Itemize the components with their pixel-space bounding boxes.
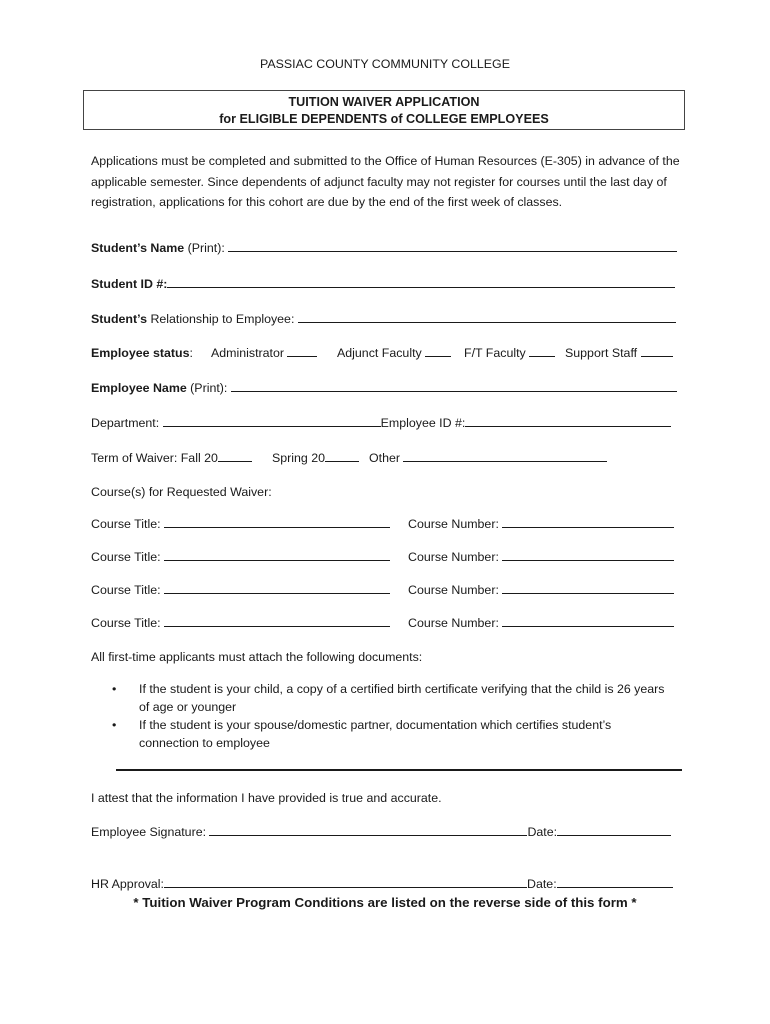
student-id-field[interactable]: [167, 277, 675, 288]
employee-signature-field[interactable]: [209, 825, 527, 836]
course-title-row: [91, 550, 390, 564]
status-support-staff-label: Support Staff: [565, 346, 638, 360]
intro-paragraph: Applications must be completed and submitted to the Office of Human Resources (E-305) in advance of the applicable semester. Since dependents of adjunct faculty may not register for courses until the last day of registration, applications for this cohort are due by the end of the first week of classes.: [91, 154, 680, 209]
term-spring: [272, 451, 359, 465]
course-title-field[interactable]: [164, 517, 390, 528]
course-number-label: Course Number:: [408, 583, 503, 597]
footer-note: * Tuition Waiver Program Conditions are listed on the reverse side of this form *: [133, 895, 637, 910]
course-title-row: [91, 616, 390, 630]
term-other-label: Other: [369, 451, 404, 465]
employee-id-field[interactable]: [465, 416, 671, 427]
term-spring-field[interactable]: [325, 451, 359, 462]
student-id-label: Student ID #:: [91, 277, 168, 291]
status-option-support-staff: [565, 346, 673, 360]
term-fall-label: Term of Waiver: Fall 20: [91, 451, 218, 465]
course-title-row: [91, 583, 390, 597]
term-fall-field[interactable]: [218, 451, 252, 462]
status-adjunct-check[interactable]: [425, 346, 451, 357]
term-other-field[interactable]: [403, 451, 607, 462]
term-spring-label: Spring 20: [272, 451, 326, 465]
course-title-row: [91, 517, 390, 531]
student-name-label-bold: Student’s Name: [91, 241, 185, 255]
list-item: [112, 717, 672, 752]
relationship-field[interactable]: [298, 312, 676, 323]
signature-date-field[interactable]: [557, 825, 671, 836]
term-other: [369, 451, 607, 465]
status-option-adjunct: [337, 346, 451, 360]
bullet-icon: •: [112, 718, 117, 732]
relationship-label-bold: Student’s: [91, 312, 147, 326]
course-title-field[interactable]: [164, 550, 390, 561]
college-name: PASSIAC COUNTY COMMUNITY COLLEGE: [260, 57, 510, 71]
bullet-icon: •: [112, 682, 117, 696]
course-title-field[interactable]: [164, 583, 390, 594]
department-row: [91, 416, 671, 430]
course-number-row: [408, 616, 674, 630]
course-number-field[interactable]: [502, 517, 674, 528]
status-support-staff-check[interactable]: [641, 346, 673, 357]
student-name-label: (Print):: [184, 241, 229, 255]
section-divider: [116, 769, 682, 771]
status-administrator-label: Administrator: [211, 346, 284, 360]
hr-approval-field[interactable]: [164, 877, 527, 888]
student-name-field[interactable]: [228, 241, 677, 252]
employee-name-label-bold: Employee Name: [91, 381, 187, 395]
hr-date-label: Date:: [527, 877, 557, 891]
employee-name-row: [91, 381, 677, 395]
course-number-label: Course Number:: [408, 517, 503, 531]
course-number-row: [408, 583, 674, 597]
status-administrator-check[interactable]: [287, 346, 317, 357]
course-number-label: Course Number:: [408, 616, 503, 630]
hr-approval-label: HR Approval:: [91, 877, 165, 891]
employee-status-colon: :: [189, 346, 193, 360]
employee-name-label: (Print):: [186, 381, 231, 395]
attachments-list: [112, 681, 672, 753]
student-id-row: [91, 277, 675, 291]
status-ft-faculty-label: F/T Faculty: [464, 346, 526, 360]
hr-approval-row: [91, 877, 673, 891]
form-title: TUITION WAIVER APPLICATION: [288, 95, 480, 109]
courses-label: Course(s) for Requested Waiver:: [91, 485, 272, 499]
status-option-administrator: [211, 346, 317, 360]
course-number-field[interactable]: [502, 550, 674, 561]
form-title-box: [83, 90, 685, 130]
attestation: I attest that the information I have provided is true and accurate.: [91, 791, 442, 805]
course-number-row: [408, 517, 674, 531]
attachments-intro: All first-time applicants must attach the following documents:: [91, 650, 423, 664]
status-adjunct-label: Adjunct Faculty: [337, 346, 422, 360]
course-title-label: Course Title:: [91, 583, 164, 597]
relationship-row: [91, 312, 676, 326]
course-title-label: Course Title:: [91, 517, 164, 531]
attachment-spouse: If the student is your spouse/domestic partner, documentation which certifies student’s connection to employee: [139, 718, 612, 750]
employee-signature-row: [91, 825, 671, 839]
hr-date-field[interactable]: [557, 877, 673, 888]
signature-date-label: Date:: [527, 825, 558, 839]
status-option-ft-faculty: [464, 346, 555, 360]
status-ft-faculty-check[interactable]: [529, 346, 555, 357]
course-number-label: Course Number:: [408, 550, 503, 564]
employee-name-field[interactable]: [231, 381, 677, 392]
employee-signature-label: Employee Signature:: [91, 825, 210, 839]
form-subtitle: for ELIGIBLE DEPENDENTS of COLLEGE EMPLOYEES: [219, 112, 549, 126]
term-row: [91, 451, 252, 465]
department-field[interactable]: [163, 416, 381, 427]
course-title-label: Course Title:: [91, 550, 164, 564]
employee-status-label: Employee status: [91, 346, 190, 360]
student-name-row: [91, 241, 677, 255]
course-number-row: [408, 550, 674, 564]
course-number-field[interactable]: [502, 583, 674, 594]
attachment-child: If the student is your child, a copy of a certified birth certificate verifying that the child is 26 years of age or younger: [139, 682, 665, 714]
relationship-label: Relationship to Employee:: [147, 312, 298, 326]
employee-id-label: Employee ID #:: [380, 416, 466, 430]
list-item: [112, 681, 672, 716]
employee-status-row: [91, 346, 193, 360]
department-label: Department:: [91, 416, 163, 430]
course-number-field[interactable]: [502, 616, 674, 627]
course-title-field[interactable]: [164, 616, 390, 627]
course-title-label: Course Title:: [91, 616, 164, 630]
